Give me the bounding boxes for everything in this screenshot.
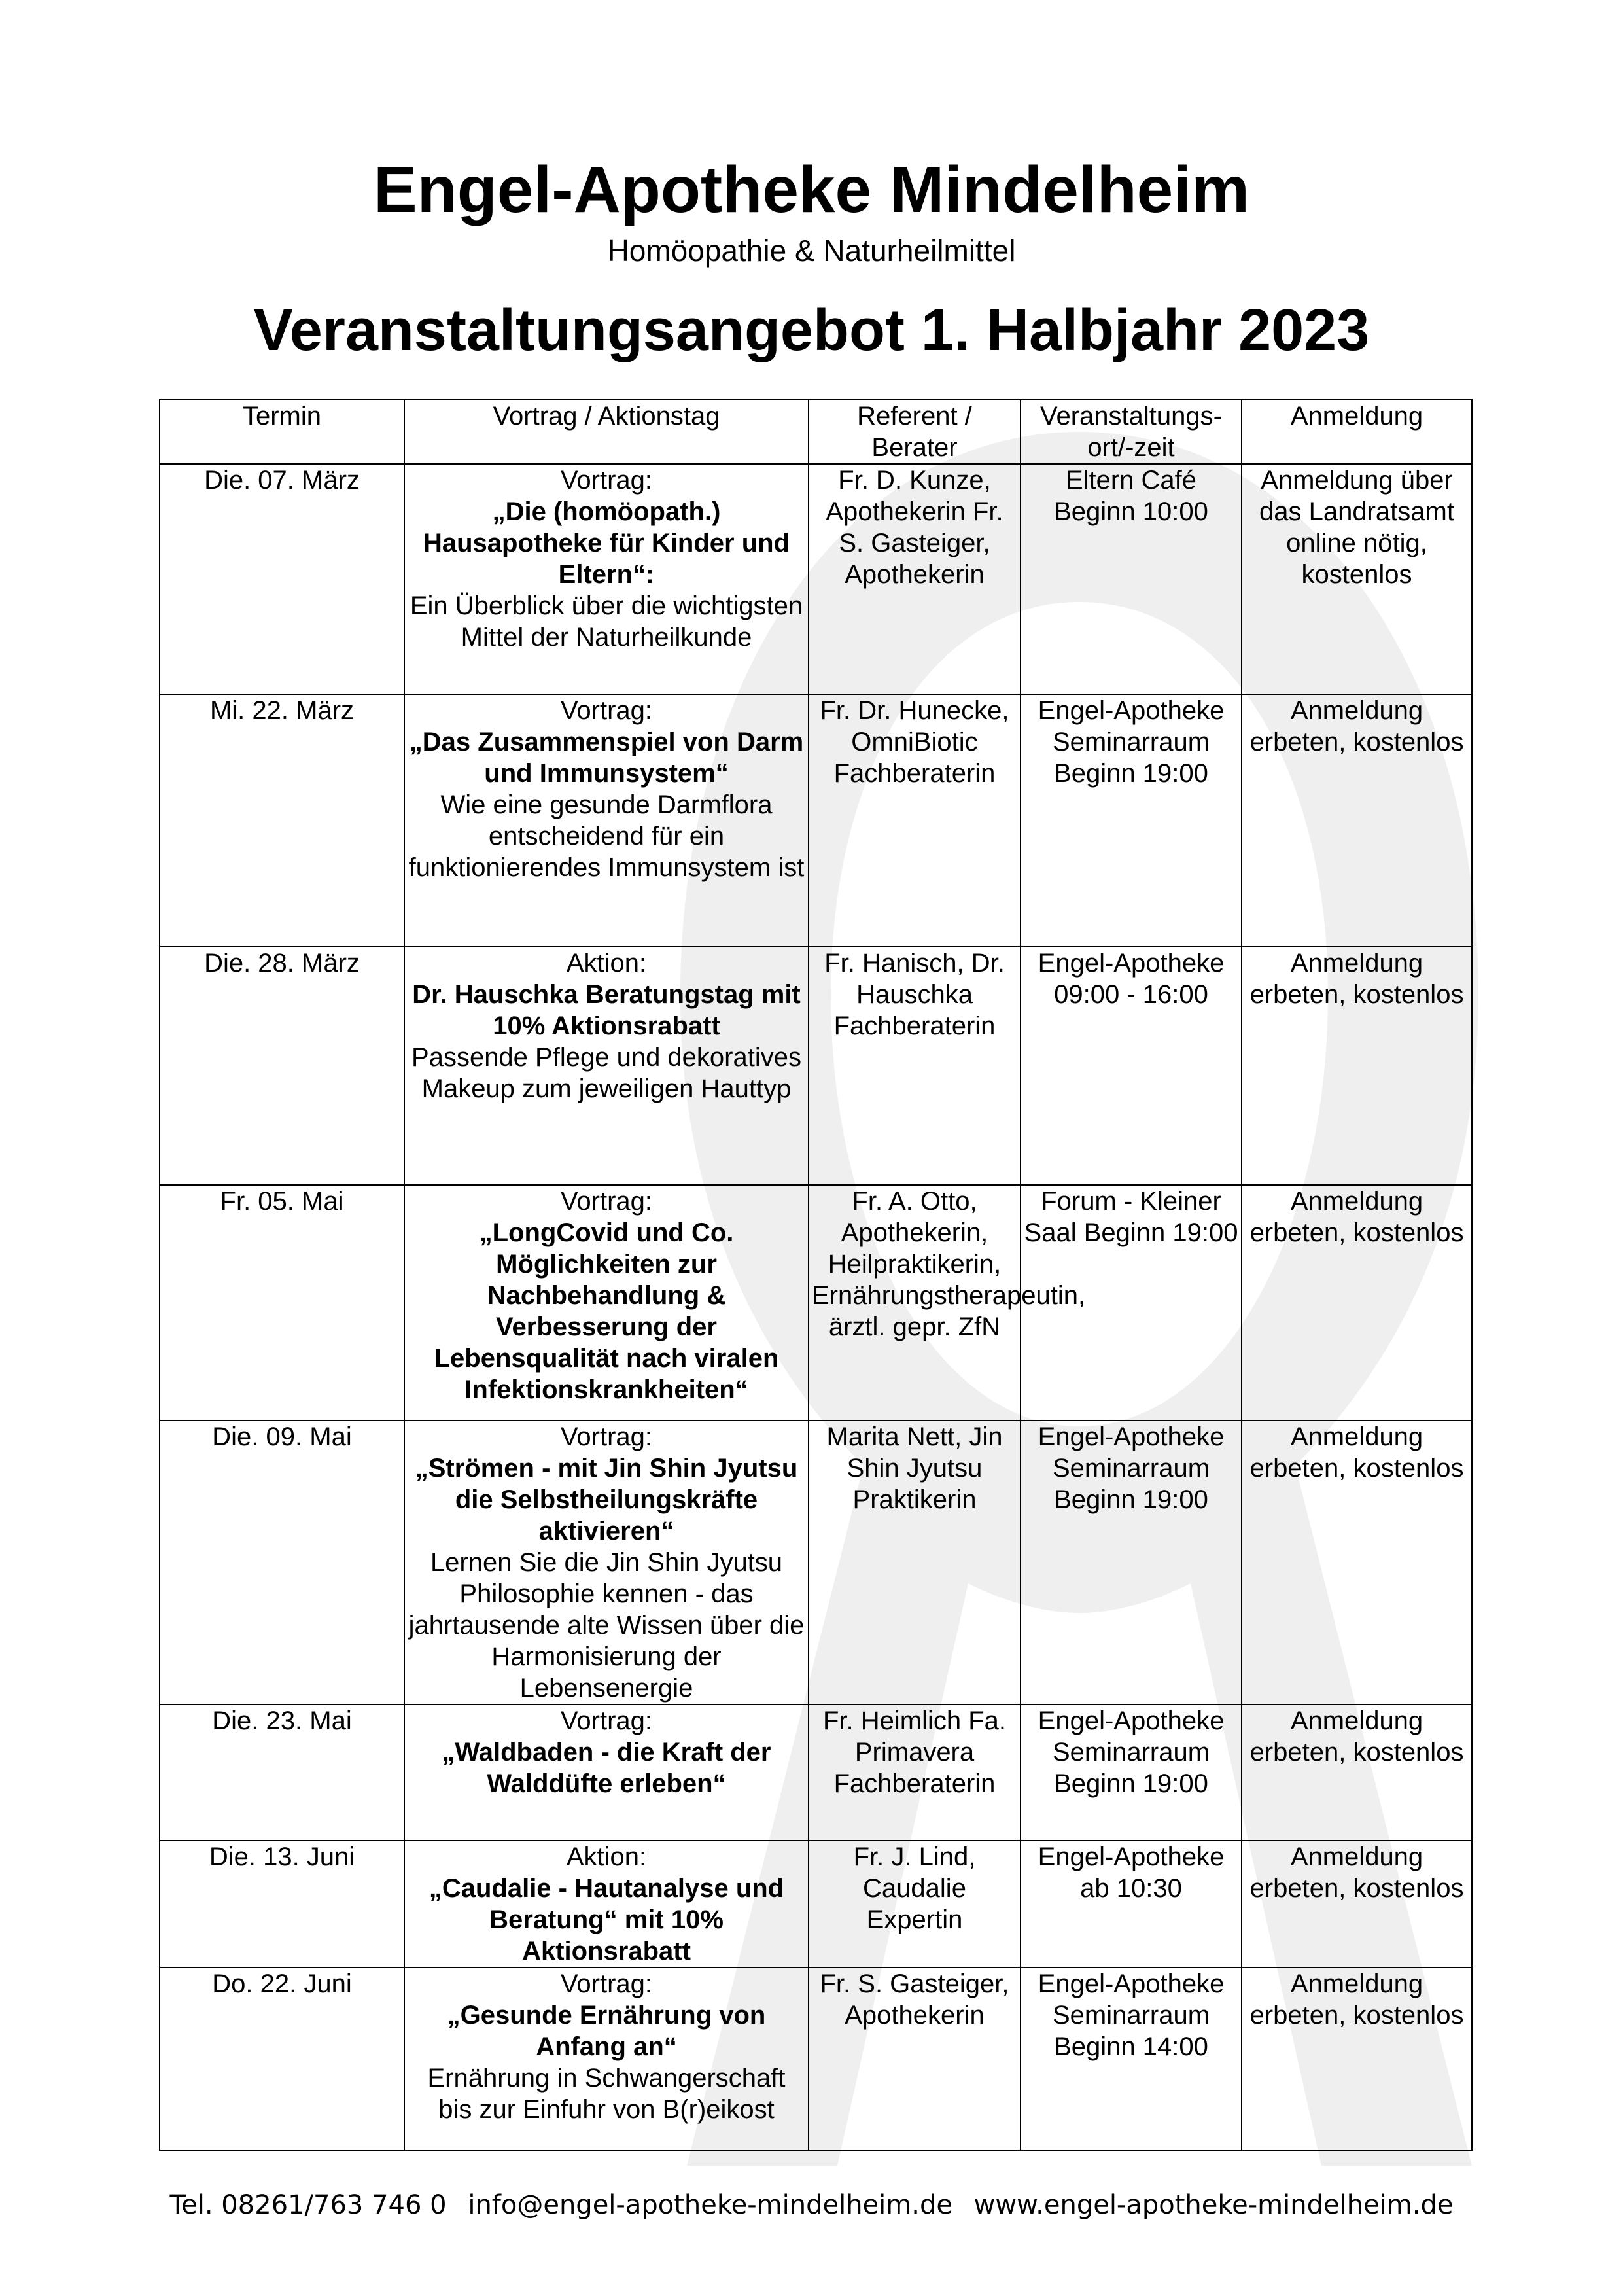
pharmacy-subtitle: Homöopathie & Naturheilmittel <box>607 234 1016 268</box>
column-header-date: Termin <box>160 400 404 464</box>
event-location: Engel-Apotheke Seminarraum Beginn 14:00 <box>1021 1968 1242 2151</box>
event-type: Vortrag: <box>560 1422 653 1451</box>
event-speaker: Fr. J. Lind, Caudalie Expertin <box>809 1841 1021 1968</box>
event-date: Do. 22. Juni <box>160 1968 404 2151</box>
event-date: Die. 09. Mai <box>160 1421 404 1704</box>
event-speaker: Fr. D. Kunze, Apothekerin Fr. S. Gasteiger, Apothekerin <box>809 464 1021 694</box>
event-date: Mi. 22. März <box>160 694 404 947</box>
event-location: Eltern Café Beginn 10:00 <box>1021 464 1242 694</box>
page-title: Veranstaltungsangebot 1. Halbjahr 2023 <box>253 298 1370 363</box>
column-header-registration: Anmeldung <box>1242 400 1472 464</box>
table-row <box>160 947 1472 1185</box>
event-type: Vortrag: <box>560 1706 653 1735</box>
event-speaker: Fr. A. Otto, Apothekerin, Heilpraktikerin, Ernährungstherapeutin, ärztl. gepr. ZfN <box>809 1185 1021 1421</box>
event-registration: Anmeldung erbeten, kostenlos <box>1242 947 1472 1185</box>
table-row <box>160 1841 1472 1968</box>
event-date: Fr. 05. Mai <box>160 1185 404 1421</box>
event-location: Engel-Apotheke Seminarraum Beginn 19:00 <box>1021 1704 1242 1841</box>
event-cell <box>404 464 809 694</box>
phone-number[interactable]: Tel. 08261/763 746 0 <box>169 2190 447 2220</box>
event-location: Engel-Apotheke 09:00 - 16:00 <box>1021 947 1242 1185</box>
event-type: Vortrag: <box>560 466 653 495</box>
event-title: „LongCovid und Co. Möglichkeiten zur Nachbehandlung & Verbesserung der Lebensqualität nach viralen Infektionskrankheiten“ <box>434 1218 779 1404</box>
table-header-row <box>160 400 1472 464</box>
column-header-location: Veranstaltungs-ort/-zeit <box>1021 400 1242 464</box>
event-speaker: Fr. S. Gasteiger, Apothekerin <box>809 1968 1021 2151</box>
event-cell <box>404 1968 809 2151</box>
event-registration: Anmeldung erbeten, kostenlos <box>1242 1185 1472 1421</box>
table-row <box>160 1704 1472 1841</box>
event-title: „Das Zusammenspiel von Darm und Immunsystem“ <box>409 728 804 788</box>
event-registration: Anmeldung erbeten, kostenlos <box>1242 1704 1472 1841</box>
event-speaker: Marita Nett, Jin Shin Jyutsu Praktikerin <box>809 1421 1021 1704</box>
event-description: Wie eine gesunde Darmflora entscheidend für ein funktionierendes Immunsystem ist <box>408 790 805 882</box>
event-description: Passende Pflege und dekoratives Makeup zum jeweiligen Hauttyp <box>411 1043 801 1103</box>
event-location: Engel-Apotheke ab 10:30 <box>1021 1841 1242 1968</box>
event-cell <box>404 1185 809 1421</box>
table-row <box>160 464 1472 694</box>
column-header-speaker: Referent / Berater <box>809 400 1021 464</box>
event-schedule-table <box>159 399 1473 2151</box>
event-speaker: Fr. Hanisch, Dr. Hauschka Fachberaterin <box>809 947 1021 1185</box>
event-registration: Anmeldung erbeten, kostenlos <box>1242 1421 1472 1704</box>
event-registration: Anmeldung erbeten, kostenlos <box>1242 694 1472 947</box>
column-header-event: Vortrag / Aktionstag <box>404 400 809 464</box>
event-title: „Waldbaden - die Kraft der Walddüfte erleben“ <box>442 1738 771 1798</box>
event-title: „Caudalie - Hautanalyse und Beratung“ mit 10% Aktionsrabatt <box>428 1874 784 1966</box>
table-row <box>160 694 1472 947</box>
event-title: „Die (homöopath.) Hausapotheke für Kinder und Eltern“: <box>423 497 790 589</box>
event-title: „Strömen - mit Jin Shin Jyutsu die Selbstheilungskräfte aktivieren“ <box>415 1454 798 1545</box>
event-cell <box>404 947 809 1185</box>
event-date: Die. 23. Mai <box>160 1704 404 1841</box>
event-cell <box>404 1841 809 1968</box>
event-registration: Anmeldung erbeten, kostenlos <box>1242 1968 1472 2151</box>
table-row <box>160 1185 1472 1421</box>
event-date: Die. 13. Juni <box>160 1841 404 1968</box>
event-date: Die. 07. März <box>160 464 404 694</box>
table-row <box>160 1421 1472 1704</box>
email-link[interactable]: info@engel-apotheke-mindelheim.de <box>468 2190 952 2220</box>
event-type: Aktion: <box>566 949 647 978</box>
event-date: Die. 28. März <box>160 947 404 1185</box>
event-cell <box>404 1421 809 1704</box>
event-cell <box>404 694 809 947</box>
table-row <box>160 1968 1472 2151</box>
event-type: Vortrag: <box>560 1969 653 1998</box>
event-cell <box>404 1704 809 1841</box>
event-type: Aktion: <box>566 1843 647 1871</box>
contact-footer <box>0 2189 1623 2221</box>
event-title: Dr. Hauschka Beratungstag mit 10% Aktionsrabatt <box>412 980 801 1040</box>
event-location: Engel-Apotheke Seminarraum Beginn 19:00 <box>1021 1421 1242 1704</box>
event-registration: Anmeldung über das Landratsamt online nötig, kostenlos <box>1242 464 1472 694</box>
event-speaker: Fr. Heimlich Fa. Primavera Fachberaterin <box>809 1704 1021 1841</box>
event-title: „Gesunde Ernährung von Anfang an“ <box>447 2001 766 2061</box>
event-type: Vortrag: <box>560 1187 653 1216</box>
event-location: Forum - Kleiner Saal Beginn 19:00 <box>1021 1185 1242 1421</box>
event-description: Ein Überblick über die wichtigsten Mittel der Naturheilkunde <box>410 592 803 652</box>
event-speaker: Fr. Dr. Hunecke, OmniBiotic Fachberaterin <box>809 694 1021 947</box>
event-description: Ernährung in Schwangerschaft bis zur Einfuhr von B(r)eikost <box>427 2064 786 2124</box>
website-link[interactable]: www.engel-apotheke-mindelheim.de <box>973 2190 1454 2220</box>
event-registration: Anmeldung erbeten, kostenlos <box>1242 1841 1472 1968</box>
pharmacy-name: Engel-Apotheke Mindelheim <box>373 153 1249 226</box>
event-description: Lernen Sie die Jin Shin Jyutsu Philosophie kennen - das jahrtausende alte Wissen über die Harmonisierung der Lebensenergie <box>408 1548 805 1703</box>
event-type: Vortrag: <box>560 696 653 725</box>
event-location: Engel-Apotheke Seminarraum Beginn 19:00 <box>1021 694 1242 947</box>
